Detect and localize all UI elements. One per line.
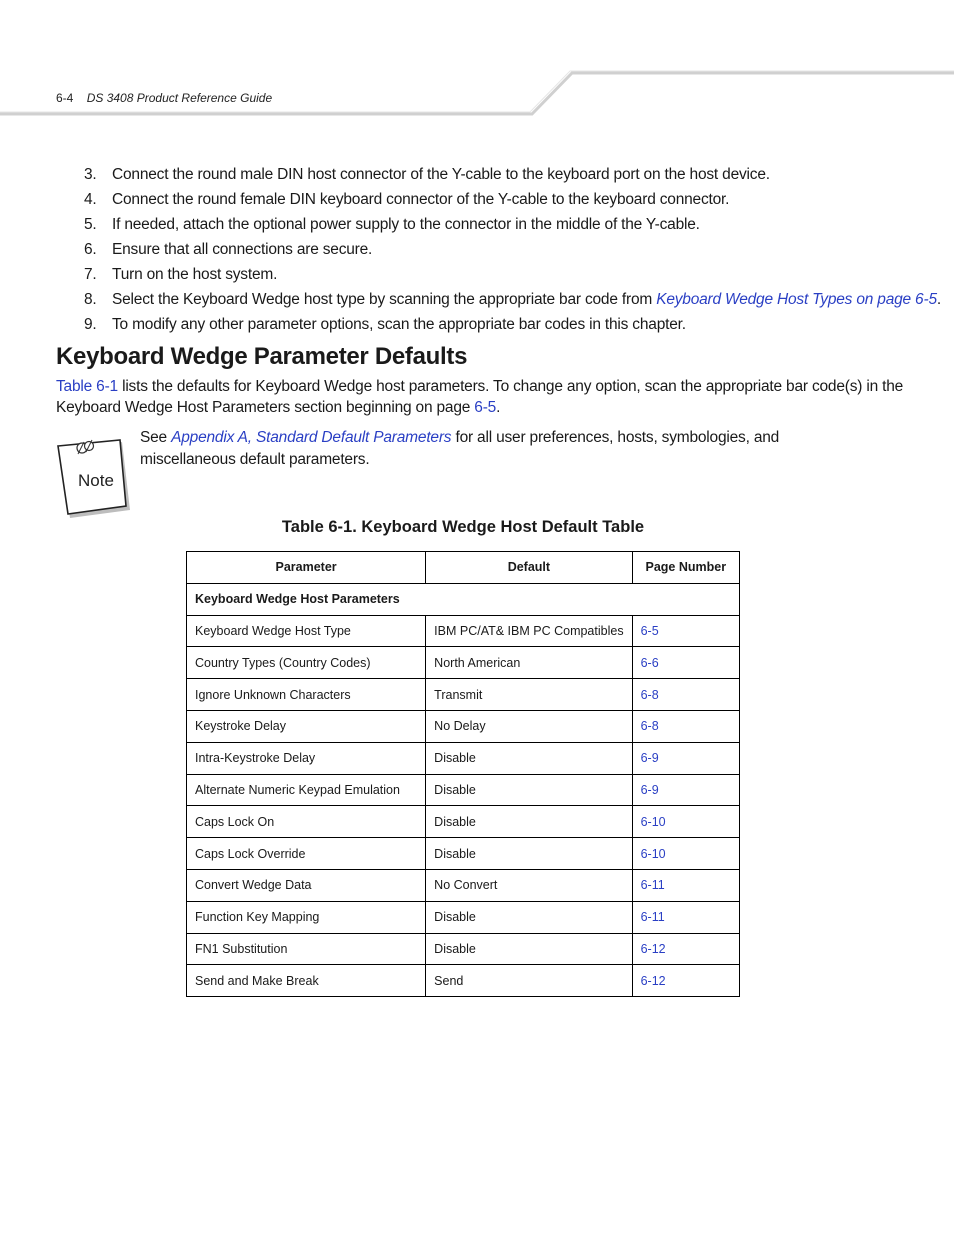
cell-default: IBM PC/AT& IBM PC Compatibles — [426, 615, 632, 647]
table-row — [187, 679, 740, 711]
column-header-default: Default — [426, 552, 632, 584]
table-row — [187, 933, 740, 965]
column-header-page-number: Page Number — [632, 552, 739, 584]
step-number: 5. — [84, 216, 97, 233]
step-item — [56, 162, 916, 187]
step-item — [56, 262, 916, 287]
appendix-link[interactable]: Appendix A, Standard Default Parameters — [171, 429, 452, 446]
cell-parameter: Keyboard Wedge Host Type — [187, 615, 426, 647]
cell-parameter: Country Types (Country Codes) — [187, 647, 426, 679]
step-text: Ensure that all connections are secure. — [112, 241, 373, 258]
cell-default: Disable — [426, 806, 632, 838]
step-item — [56, 237, 916, 262]
header-guide-title: DS 3408 Product Reference Guide — [86, 91, 273, 105]
cell-parameter: Convert Wedge Data — [187, 869, 426, 901]
table-ref-link[interactable]: Table 6-1 — [56, 378, 118, 395]
step-number: 9. — [84, 316, 97, 333]
header-page-number: 6-4 — [56, 91, 74, 105]
note-icon — [56, 436, 134, 522]
step-item — [56, 312, 916, 337]
note-text-end: for all user preferences, hosts, symbologies, and miscellaneous default parameters. — [140, 429, 780, 468]
host-types-link[interactable]: Keyboard Wedge Host Types on page 6-5 — [656, 291, 937, 308]
cell-parameter: Keystroke Delay — [187, 710, 426, 742]
cell-parameter: Function Key Mapping — [187, 901, 426, 933]
table-row — [187, 742, 740, 774]
step-text: Select the Keyboard Wedge host type by scanning the appropriate bar code from — [112, 291, 657, 308]
note-text-start: See — [140, 429, 172, 446]
section-intro — [56, 376, 916, 418]
cell-page-link[interactable]: 6-6 — [640, 655, 659, 670]
intro-end: . — [496, 399, 501, 416]
cell-default: Send — [426, 965, 632, 997]
cell-default: No Convert — [426, 869, 632, 901]
step-number: 7. — [84, 266, 97, 283]
cell-default: Disable — [426, 933, 632, 965]
cell-default: Disable — [426, 901, 632, 933]
cell-page-link[interactable]: 6-11 — [640, 910, 665, 925]
cell-parameter: Send and Make Break — [187, 965, 426, 997]
table-row — [187, 710, 740, 742]
table-row — [187, 838, 740, 870]
cell-default: Disable — [426, 774, 632, 806]
step-item — [56, 187, 916, 212]
cell-page-link[interactable]: 6-10 — [640, 814, 666, 829]
cell-page-link[interactable]: 6-11 — [640, 878, 665, 893]
table-row — [187, 615, 740, 647]
table-row — [187, 965, 740, 997]
table-row — [187, 774, 740, 806]
cell-parameter: Caps Lock Override — [187, 838, 426, 870]
step-number: 6. — [84, 241, 97, 258]
table-section-row — [187, 583, 740, 615]
defaults-table — [186, 551, 740, 997]
cell-page-link[interactable]: 6-10 — [640, 846, 666, 861]
note-icon-label: Note — [78, 471, 114, 490]
step-text-end: . — [936, 291, 941, 308]
cell-parameter: Caps Lock On — [187, 806, 426, 838]
cell-page-link[interactable]: 6-9 — [640, 782, 659, 797]
step-text: To modify any other parameter options, scan the appropriate bar codes in this chapter. — [112, 316, 686, 333]
cell-default: No Delay — [426, 710, 632, 742]
step-item — [56, 212, 916, 237]
note-text — [140, 427, 780, 471]
cell-default: North American — [426, 647, 632, 679]
column-header-parameter: Parameter — [187, 552, 426, 584]
step-text: If needed, attach the optional power supply to the connector in the middle of the Y-cable. — [112, 216, 700, 233]
intro-text: lists the defaults for Keyboard Wedge host parameters. To change any option, scan the appropriate bar code(s) in the Keyboard Wedge Host Parameters section beginning on page — [56, 378, 904, 416]
header-rule — [0, 60, 954, 120]
cell-page-link[interactable]: 6-9 — [640, 751, 659, 766]
section-row-label: Keyboard Wedge Host Parameters — [187, 583, 740, 615]
table-header-row — [187, 552, 740, 584]
cell-page-link[interactable]: 6-12 — [640, 973, 666, 988]
page-ref-link[interactable]: 6-5 — [474, 399, 497, 416]
section-title: Keyboard Wedge Parameter Defaults — [56, 343, 468, 370]
cell-parameter: Alternate Numeric Keypad Emulation — [187, 774, 426, 806]
cell-page-link[interactable]: 6-8 — [640, 719, 659, 734]
cell-default: Disable — [426, 838, 632, 870]
cell-parameter: Ignore Unknown Characters — [187, 679, 426, 711]
table-row — [187, 647, 740, 679]
cell-default: Transmit — [426, 679, 632, 711]
step-text: Connect the round female DIN keyboard connector of the Y-cable to the keyboard connector. — [112, 191, 730, 208]
step-text: Connect the round male DIN host connector of the Y-cable to the keyboard port on the host device. — [112, 166, 770, 183]
step-number: 8. — [84, 291, 97, 308]
step-item — [56, 287, 941, 312]
table-row — [187, 901, 740, 933]
step-text: Turn on the host system. — [112, 266, 278, 283]
step-number: 3. — [84, 166, 97, 183]
cell-page-link[interactable]: 6-12 — [640, 941, 666, 956]
cell-page-link[interactable]: 6-8 — [640, 687, 659, 702]
cell-parameter: FN1 Substitution — [187, 933, 426, 965]
cell-default: Disable — [426, 742, 632, 774]
table-row — [187, 869, 740, 901]
step-number: 4. — [84, 191, 97, 208]
table-row — [187, 806, 740, 838]
running-header — [56, 91, 272, 105]
procedure-steps — [56, 162, 941, 337]
cell-page-link[interactable]: 6-5 — [640, 623, 659, 638]
cell-parameter: Intra-Keystroke Delay — [187, 742, 426, 774]
table-title: Table 6-1. Keyboard Wedge Host Default Table — [281, 518, 645, 536]
